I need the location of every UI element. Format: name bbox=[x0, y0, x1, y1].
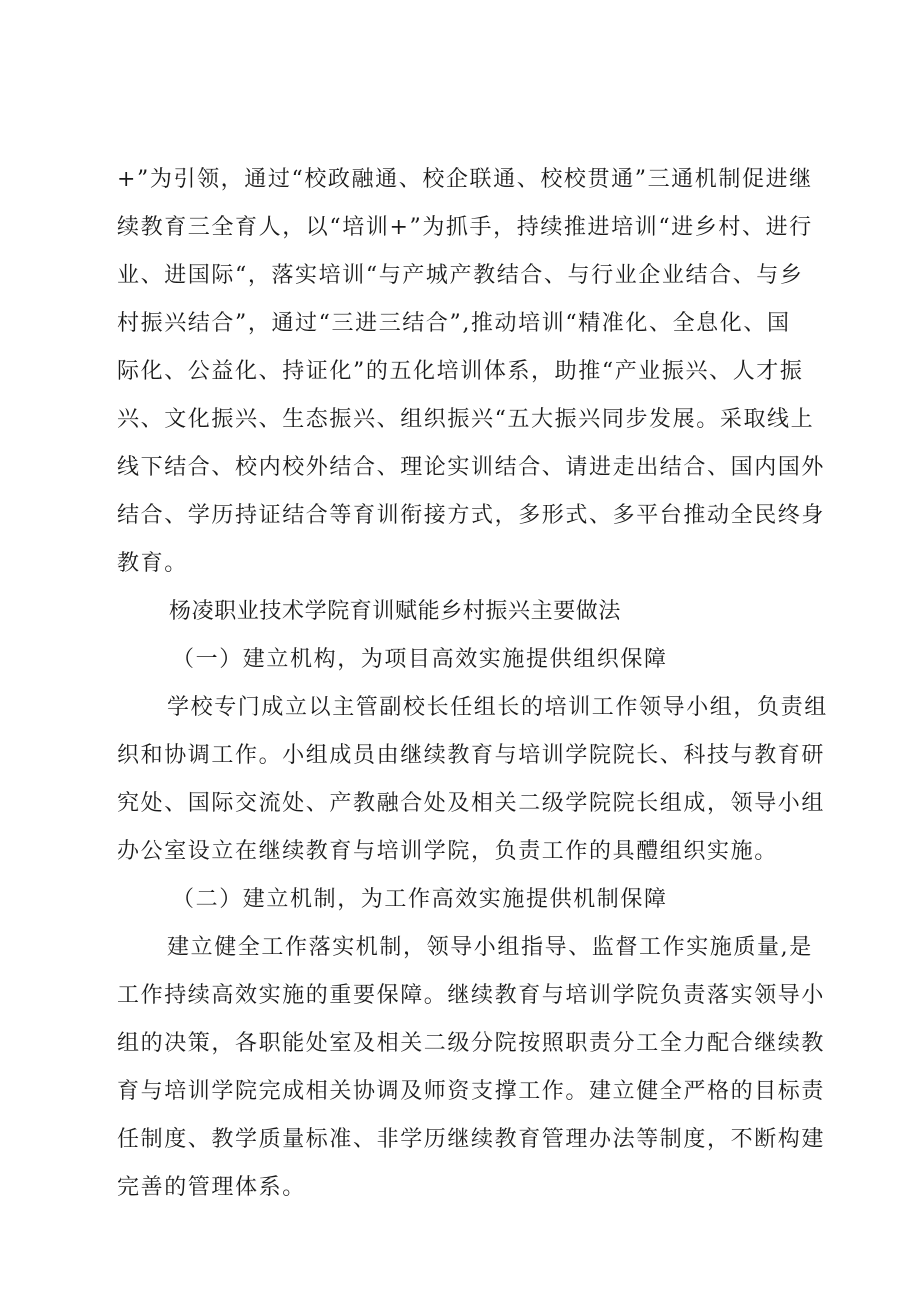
paragraph-line: 育与培训学院完成相关协调及师资支撑工作。建立健全严格的目标责 bbox=[117, 1079, 826, 1104]
section-title: 杨凌职业技术学院育训赋能乡村振兴主要做法 bbox=[169, 599, 622, 624]
paragraph-line: 村振兴结合”，通过“三进三结合”,推动培训“精准化、全息化、国 bbox=[117, 311, 791, 336]
paragraph-line: 究处、国际交流处、产教融合处及相关二级学院院长组成，领导小组 bbox=[117, 791, 826, 816]
paragraph-line: 结合、学历持证结合等育训衔接方式，多形式、多平台推动全民终身 bbox=[117, 503, 826, 528]
paragraph-line: 工作持续高效实施的重要保障。继续教育与培训学院负责落实领导小 bbox=[117, 983, 826, 1008]
paragraph-line: 任制度、教学质量标准、非学历继续教育管理办法等制度，不断构建 bbox=[117, 1127, 826, 1152]
paragraph-line: 办公室设立在继续教育与培训学院，负责工作的具醴组织实施。 bbox=[117, 839, 778, 864]
paragraph-line: 教育。 bbox=[117, 551, 188, 576]
paragraph-line: 线下结合、校内校外结合、理论实训结合、请进走出结合、国内国外 bbox=[117, 455, 826, 480]
paragraph-line: 际化、公益化、持证化”的五化培训体系，助推“产业振兴、人才振 bbox=[117, 359, 804, 384]
paragraph-line: 组的决策，各职能处室及相关二级分院按照职责分工全力配合继续教 bbox=[117, 1031, 826, 1056]
paragraph-line: 兴、文化振兴、生态振兴、组织振兴“五大振兴同步发展。采取线上 bbox=[117, 407, 815, 432]
paragraph-line: 业、进国际“，落实培训“与产城产教结合、与行业企业结合、与乡 bbox=[117, 263, 804, 288]
paragraph-line: 完善的管理体系。 bbox=[117, 1175, 306, 1200]
paragraph-line: 织和协调工作。小组成员由继续教育与培训学院院长、科技与教育研 bbox=[117, 743, 826, 768]
paragraph-line: +”为引领，通过“校政融通、校企联通、校校贯通”三通机制促进继 bbox=[117, 167, 813, 192]
paragraph-line: 建立健全工作落实机制，领导小组指导、监督工作实施质量,是 bbox=[167, 935, 813, 960]
section-heading-1: （一）建立机构，为项目高效实施提供组织保障 bbox=[172, 647, 668, 672]
section-heading-2: （二）建立机制，为工作高效实施提供机制保障 bbox=[172, 887, 668, 912]
paragraph-line: 学校专门成立以主管副校长任组长的培训工作领导小组，负责组 bbox=[167, 695, 828, 720]
paragraph-line: 续教育三全育人，以“培训+”为抓手，持续推进培训“进乡村、进行 bbox=[117, 215, 813, 240]
